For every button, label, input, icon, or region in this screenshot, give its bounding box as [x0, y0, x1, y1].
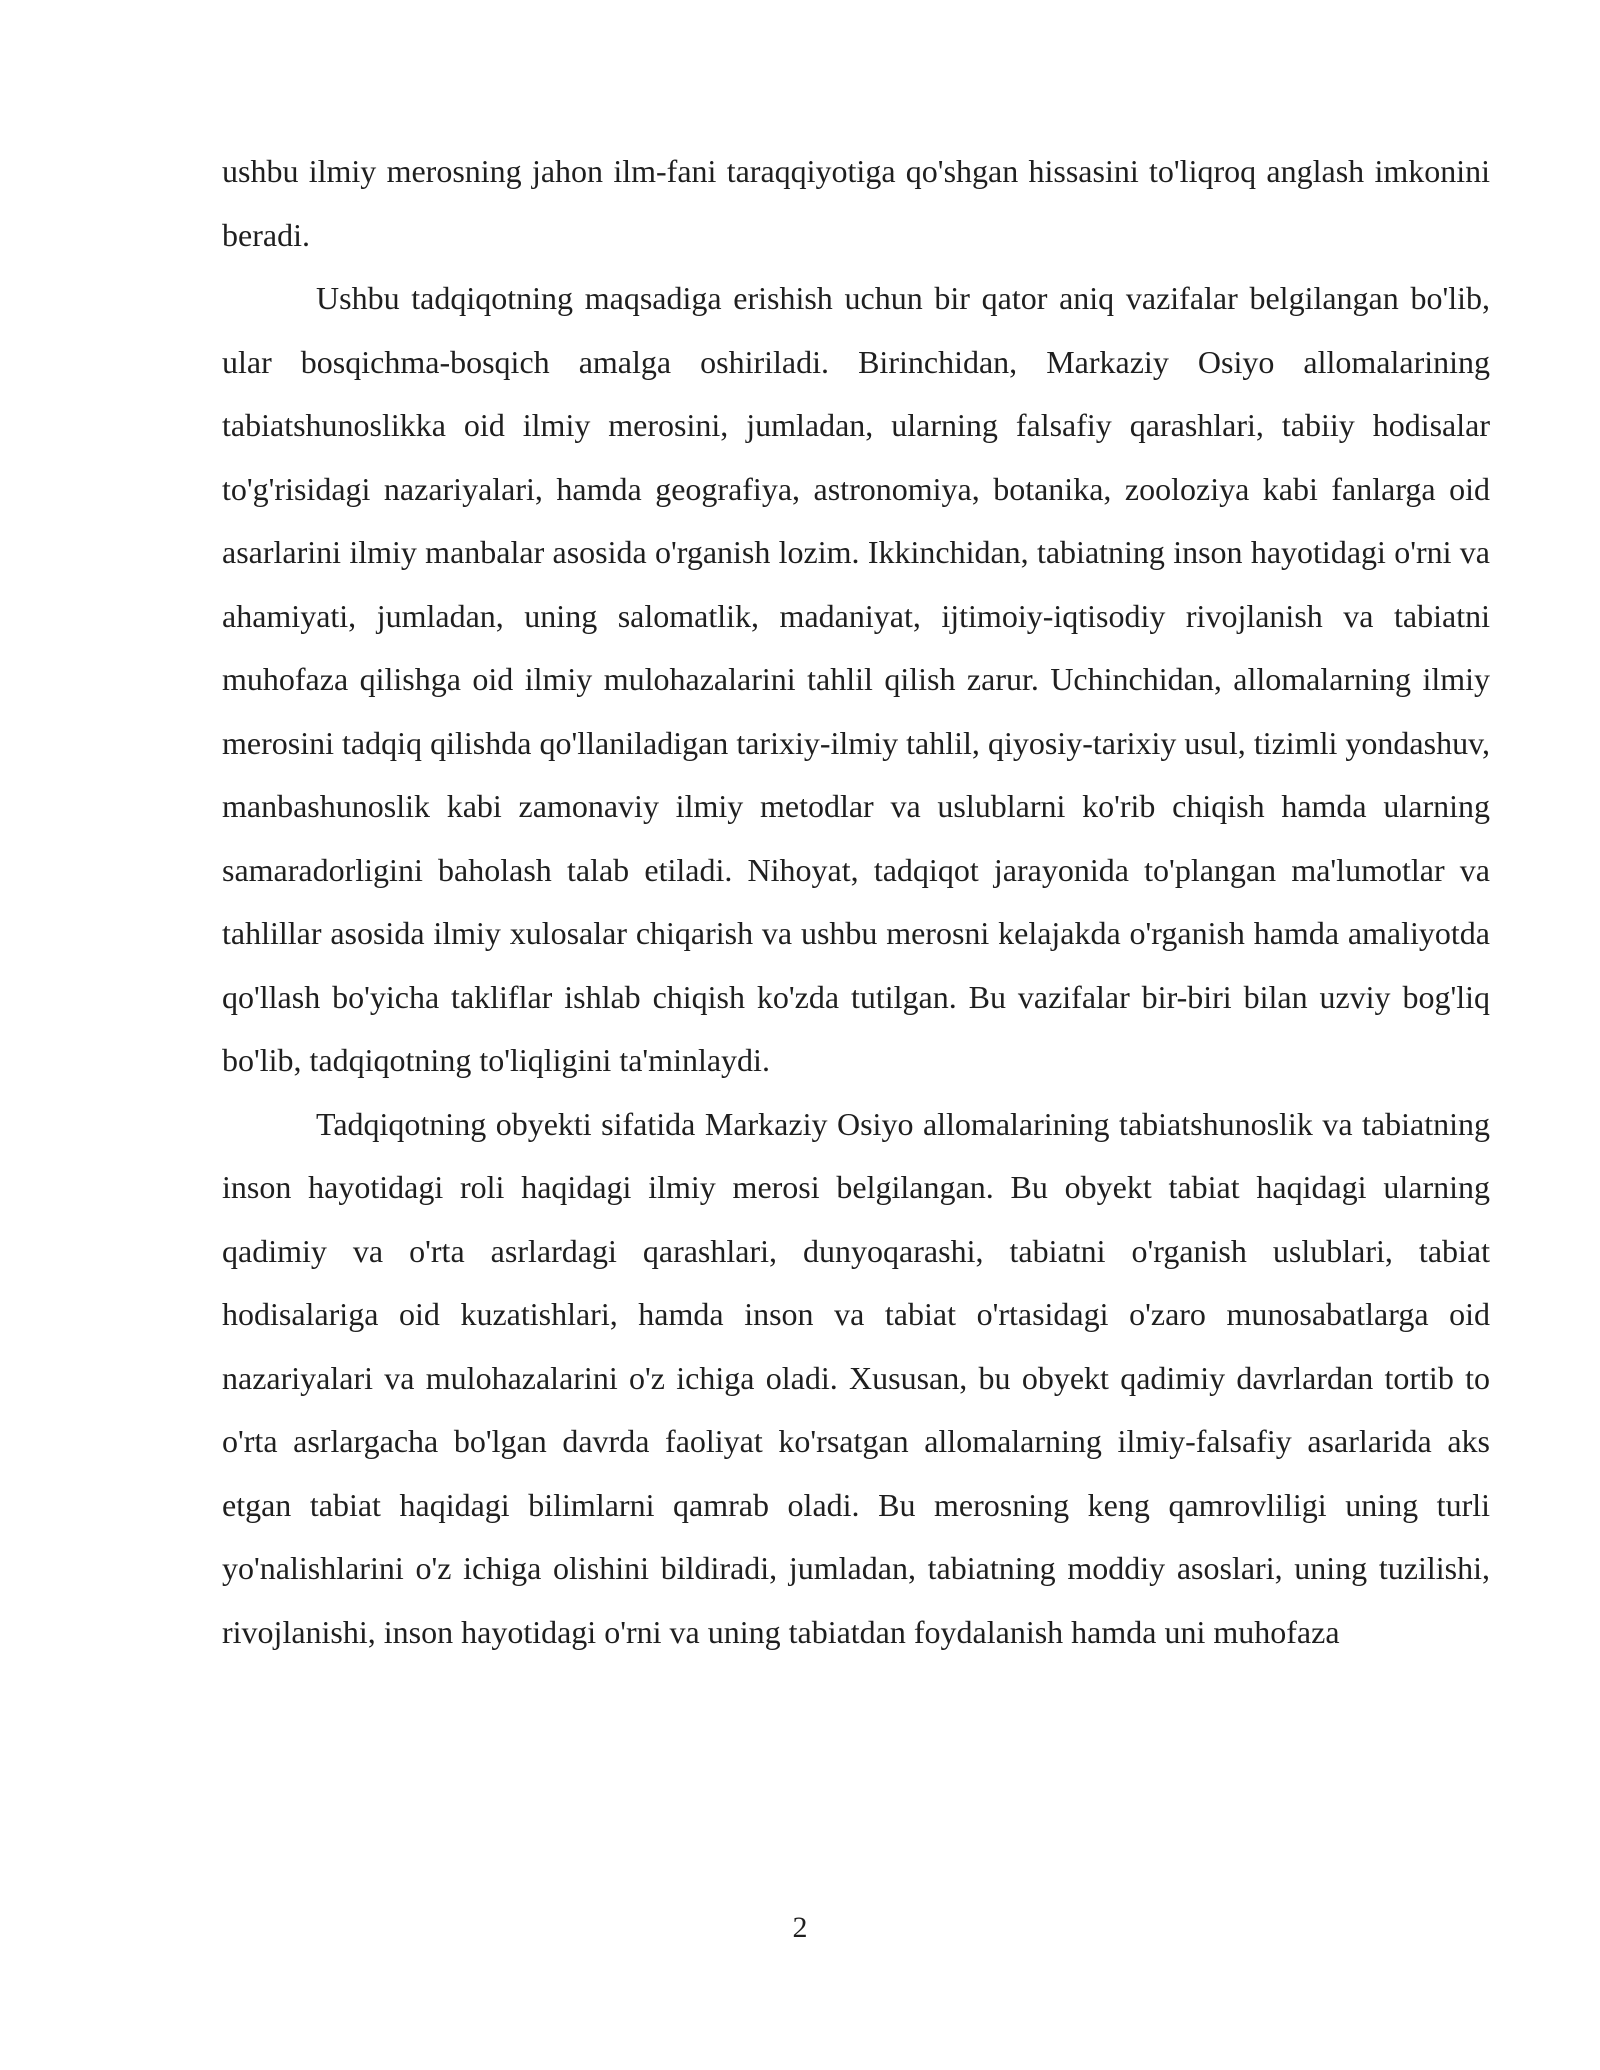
paragraph-3: Tadqiqotning obyekti sifatida Markaziy Osiyo allomalarining tabiatshunoslik va tabiatning inson hayotidagi roli haqidagi ilmiy merosi belgilangan. Bu obyekt tabiat haqidagi ularning qadimiy va o'rta asrlardagi qarashlari, dunyoqarashi, tabiatni o'rganish uslublari, tabiat hodisalariga oid kuzatishlari, hamda inson va tabiat o'rtasidagi o'zaro munosabatlarga oid nazariyalari va mulohazalarini o'z ichiga oladi. Xususan, bu obyekt qadimiy davrlardan tortib to o'rta asrlargacha bo'lgan davrda faoliyat ko'rsatgan allomalarning ilmiy-falsafiy asarlarida aks etgan tabiat haqidagi bilimlarni qamrab oladi. Bu merosning keng qamrovliligi uning turli yo'nalishlarini o'z ichiga olishini bildiradi, jumladan, tabiatning moddiy asoslari, uning tuzilishi, rivojlanishi, inson hayotidagi o'rni va uning tabiatdan foydalanish hamda uni muhofaza: [222, 1105, 1490, 1650]
paragraph-2: Ushbu tadqiqotning maqsadiga erishish uchun bir qator aniq vazifalar belgilangan bo'lib, ular bosqichma-bosqich amalga oshiriladi. Birinchidan, Markaziy Osiyo allomalarining tabiatshunoslikka oid ilmiy merosini, jumladan, ularning falsafiy qarashlari, tabiiy hodisalar to'g'risidagi nazariyalari, hamda geografiya, astronomiya, botanika, zooloziya kabi fanlarga oid asarlarini ilmiy manbalar asosida o'rganish lozim. Ikkinchidan, tabiatning inson hayotidagi o'rni va ahamiyati, jumladan, uning salomatlik, madaniyat, ijtimoiy-iqtisodiy rivojlanish va tabiatni muhofaza qilishga oid ilmiy mulohazalarini tahlil qilish zarur. Uchinchidan, allomalarning ilmiy merosini tadqiq qilishda qo'llaniladigan tarixiy-ilmiy tahlil, qiyosiy-tarixiy usul, tizimli yondashuv, manbashunoslik kabi zamonaviy ilmiy metodlar va uslublarni ko'rib chiqish hamda ularning samaradorligini baholash talab etiladi. Nihoyat, tadqiqot jarayonida to'plangan ma'lumotlar va tahlillar asosida ilmiy xulosalar chiqarish va ushbu merosni kelajakda o'rganish hamda amaliyotda qo'llash bo'yicha takliflar ishlab chiqish ko'zda tutilgan. Bu vazifalar bir-biri bilan uzviy bog'liq bo'lib, tadqiqotning to'liqligini ta'minlaydi.: [222, 280, 1490, 1078]
document-page: [222, 140, 1490, 1664]
page-number: 2: [792, 1911, 808, 1944]
paragraph-1: ushbu ilmiy merosning jahon ilm-fani taraqqiyotiga qo'shgan hissasini to'liqroq anglash imkonini beradi.: [222, 153, 1490, 253]
